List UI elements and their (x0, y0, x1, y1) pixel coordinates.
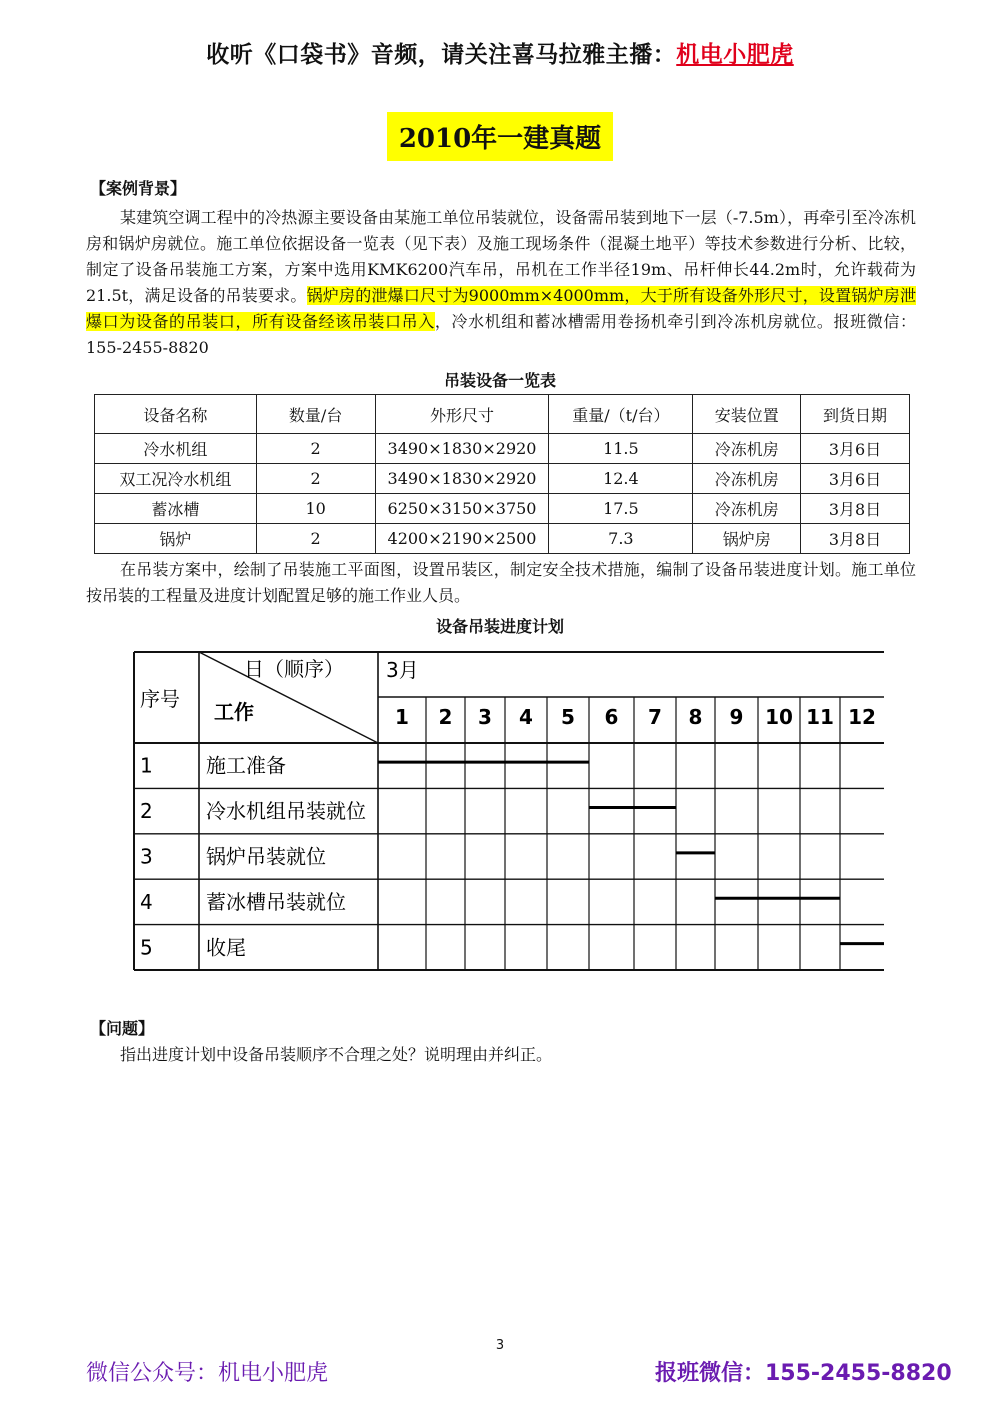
gantt-caption: 设备吊装进度计划 (435, 617, 564, 636)
table-cell: 3490×1830×2920 (375, 464, 549, 494)
table-cell: 3月8日 (801, 494, 910, 524)
gantt-day-label: 9 (729, 705, 744, 729)
table-header-cell: 数量/台 (256, 395, 375, 434)
gantt-day-label: 7 (648, 705, 662, 729)
table-cell: 锅炉房 (693, 524, 801, 554)
gantt-task-seq: 3 (140, 844, 153, 869)
background-label: 【案例背景】 (90, 179, 187, 198)
table-cell: 双工况冷水机组 (95, 464, 257, 494)
table-cell: 2 (256, 524, 375, 554)
footer-wechat-account: 微信公众号：机电小肥虎 (86, 1361, 329, 1386)
equipment-table-caption: 吊装设备一览表 (443, 371, 556, 390)
table-cell: 3月6日 (801, 434, 910, 464)
gantt-day-label: 11 (806, 705, 834, 729)
table-cell: 2 (256, 464, 375, 494)
table-cell: 3月6日 (801, 464, 910, 494)
gantt-bars (378, 762, 884, 944)
background-text-2: ，冷水机组和蓄冰槽需用卷扬机牵引到冷冻机房就位。报班微信：155-2455-8820 (86, 312, 916, 357)
gantt-task-seq: 1 (140, 753, 153, 778)
plan-text: 在吊装方案中，绘制了吊装施工平面图，设置吊装区，制定安全技术措施，编制了设备吊装进度计划。施工单位按吊装的工程量及进度计划配置足够的施工作业人员。 (86, 560, 916, 605)
gantt-day-label: 1 (395, 705, 409, 729)
gantt-task-name: 锅炉吊装就位 (206, 844, 326, 869)
table-header-cell: 设备名称 (95, 395, 257, 434)
header-brand-link[interactable]: 机电小肥虎 (676, 41, 794, 68)
gantt-day-label: 3 (478, 705, 492, 729)
table-cell: 2 (256, 434, 375, 464)
header-text: 收听《口袋书》音频，请关注喜马拉雅主播： (206, 41, 677, 68)
table-cell: 10 (256, 494, 375, 524)
gantt-task-seq: 4 (140, 889, 153, 914)
gantt-seq-header: 序号 (140, 687, 180, 711)
gantt-day-label: 4 (519, 705, 533, 729)
gantt-day-label: 6 (604, 705, 619, 729)
gantt-day-label: 2 (438, 705, 453, 729)
gantt-task-name: 收尾 (206, 935, 246, 960)
gantt-day-label: 10 (765, 705, 793, 729)
gantt-day-label: 5 (561, 705, 575, 729)
table-cell: 冷冻机房 (693, 434, 801, 464)
gantt-task-name: 冷水机组吊装就位 (206, 799, 366, 824)
table-cell: 4200×2190×2500 (375, 524, 549, 554)
table-header-cell: 重量/（t/台） (549, 395, 693, 434)
gantt-diag-bottom-label: 工作 (214, 700, 254, 724)
table-cell: 冷冻机房 (693, 464, 801, 494)
background-highlight: 锅炉房的泄爆口尺寸为9000mm×4000mm，大于所有设备外形尺寸，设置锅炉房泄爆口为设备的吊装口，所有设备经该吊装口吊入 (86, 286, 916, 331)
table-cell: 3490×1830×2920 (375, 434, 549, 464)
table-cell: 蓄冰槽 (95, 494, 257, 524)
page-number: 3 (495, 1338, 505, 1353)
question-paragraph (86, 1042, 916, 1068)
table-cell: 冷水机组 (95, 434, 257, 464)
table-cell: 6250×3150×3750 (375, 494, 549, 524)
gantt-rows (140, 754, 366, 960)
question-text: 指出进度计划中设备吊装顺序不合理之处？说明理由并纠正。 (120, 1045, 553, 1064)
gantt-task-name: 施工准备 (206, 753, 286, 778)
table-cell: 冷冻机房 (693, 494, 801, 524)
question-label: 【问题】 (90, 1019, 155, 1038)
gantt-month-label: 3月 (386, 658, 419, 682)
gantt-task-seq: 2 (140, 799, 153, 824)
table-cell: 3月8日 (801, 524, 910, 554)
gantt-days (395, 705, 876, 729)
background-text-1: 某建筑空调工程中的冷热源主要设备由某施工单位吊装就位，设备需吊装到地下一层（-7.5m），再牵引至冷冻机房和锅炉房就位。施工单位依据设备一览表（见下表）及施工现场条件（混凝土地平）等技术参数进行分析、比较，制定了设备吊装施工方案，方案中选用KMK6200汽车吊，吊机在工作半径19m、吊杆伸长44.2m时，允许载荷为21.5t，满足设备的吊装要求。 (86, 208, 916, 305)
table-cell: 17.5 (549, 494, 693, 524)
table-header-cell: 外形尺寸 (375, 395, 549, 434)
table-header-cell: 安装位置 (693, 395, 801, 434)
gantt-diag-top-label: 日（顺序） (244, 657, 344, 681)
footer-contact: 报班微信：155-2455-8820 (655, 1361, 952, 1386)
gantt-day-label: 8 (688, 705, 703, 729)
table-cell: 7.3 (549, 524, 693, 554)
table-cell: 11.5 (549, 434, 693, 464)
gantt-task-name: 蓄冰槽吊装就位 (206, 889, 346, 914)
gantt-day-label: 12 (848, 705, 876, 729)
table-header-cell: 到货日期 (801, 395, 910, 434)
table-cell: 锅炉 (95, 524, 257, 554)
table-cell: 12.4 (549, 464, 693, 494)
gantt-task-seq: 5 (140, 935, 153, 960)
page-title: 2010年一建真题 (387, 112, 613, 161)
